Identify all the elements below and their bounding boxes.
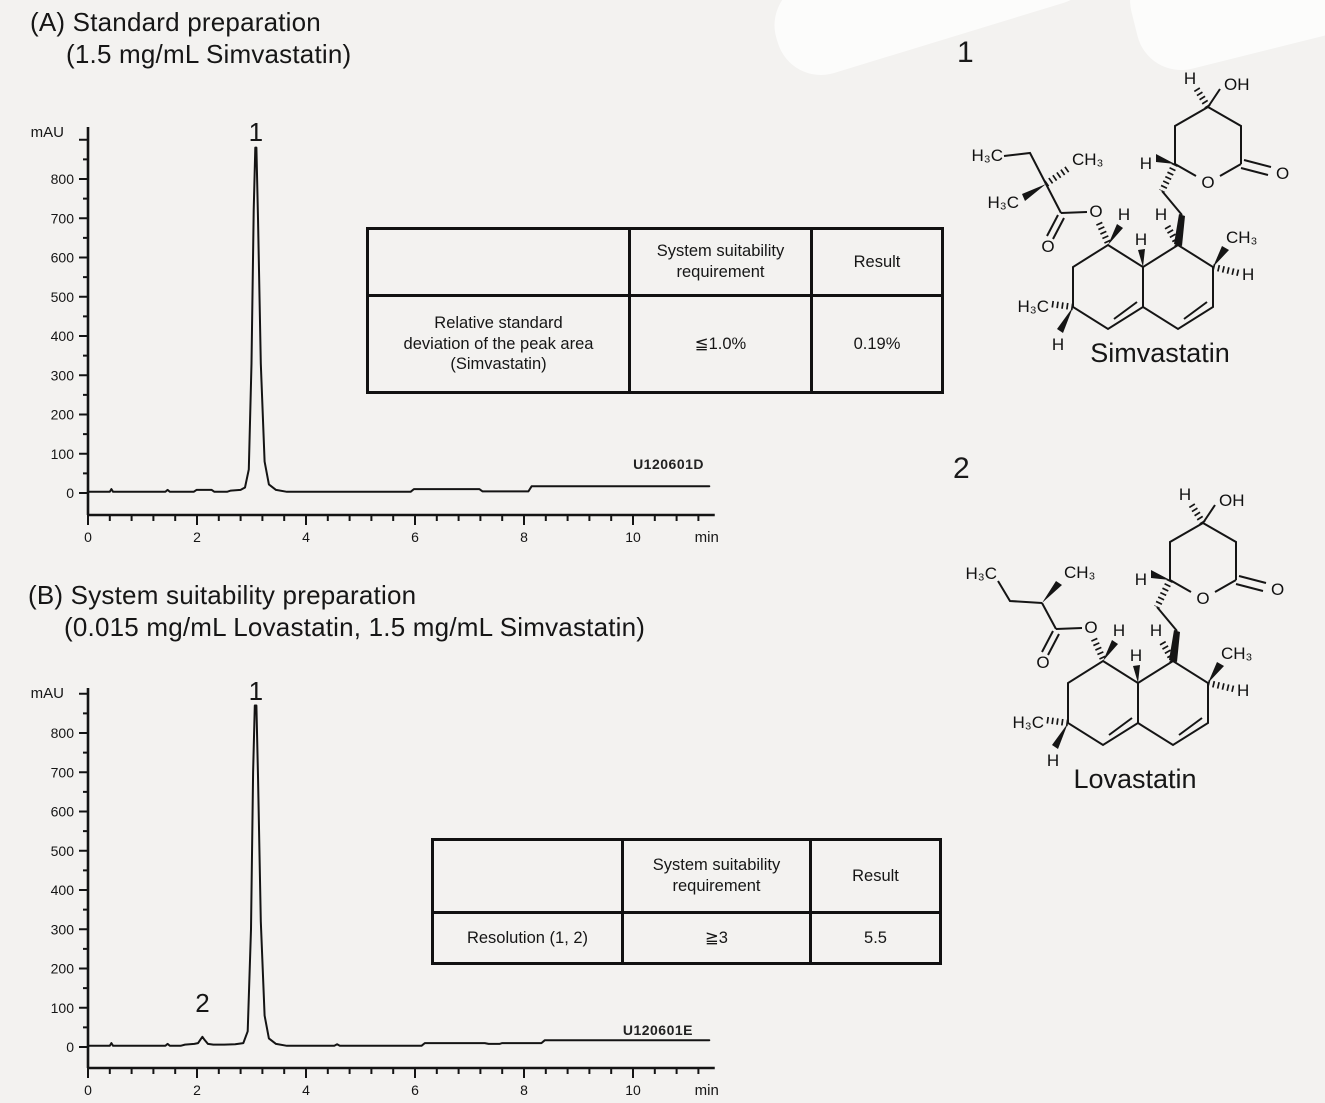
- atom-label-carbonyl-o: O: [1276, 164, 1290, 183]
- atom-label-h: H: [1237, 681, 1250, 700]
- atom-label-h: H: [1183, 69, 1197, 88]
- table-b-row-label: Resolution (1, 2): [433, 913, 623, 964]
- atom-label-h3c: H₃C: [971, 146, 1003, 165]
- table-b-header-requirement: System suitability requirement: [623, 840, 811, 913]
- atom-label-h3c: H₃C: [1017, 297, 1049, 316]
- panel-a-title-line1: (A) Standard preparation: [30, 7, 321, 37]
- simvastatin-caption: Simvastatin: [1090, 338, 1230, 368]
- atom-label-h: H: [1112, 621, 1126, 640]
- x-axis-unit-label: min: [694, 1082, 719, 1099]
- table-a-row-requirement: ≦1.0%: [630, 296, 812, 393]
- atom-label-o: O: [1036, 653, 1050, 672]
- peak-number-label: 1: [248, 117, 264, 147]
- x-tick-label: 8: [520, 1082, 528, 1098]
- atom-label-ch3: CH₃: [1072, 150, 1104, 169]
- lovastatin-structure: [953, 468, 1323, 770]
- y-tick-label: 500: [50, 842, 74, 859]
- y-tick-label: 200: [50, 960, 74, 977]
- table-a-header-blank: [368, 229, 630, 296]
- atom-label-h: H: [1139, 154, 1152, 173]
- x-tick-label: 6: [411, 529, 419, 545]
- peak-number-label: 2: [195, 988, 210, 1018]
- y-tick-label: 100: [50, 999, 74, 1016]
- y-tick-label: 400: [50, 882, 74, 898]
- atom-label-h: H: [1154, 205, 1168, 224]
- y-tick-label: 300: [50, 921, 74, 938]
- atom-label-o: O: [1089, 202, 1103, 221]
- atom-label-h: H: [1117, 205, 1131, 224]
- table-a-data-row: [368, 296, 943, 393]
- structure-2-number: 2: [953, 452, 970, 485]
- table-a-header-row: [368, 229, 943, 296]
- atom-label-ring-o: O: [1196, 589, 1210, 608]
- y-axis-unit-label: mAU: [30, 685, 64, 702]
- x-tick-label: 4: [302, 529, 310, 545]
- atom-label-o: O: [1041, 237, 1055, 256]
- table-a-row-result: 0.19%: [812, 296, 943, 393]
- y-tick-label: 300: [50, 367, 74, 384]
- y-tick-label: 100: [50, 445, 74, 462]
- table-b-data-row: [433, 913, 941, 964]
- x-tick-label: 2: [193, 529, 201, 545]
- sample-id-label: U120601D: [633, 456, 704, 472]
- y-tick-label: 400: [50, 328, 74, 344]
- table-b-header-blank: [433, 840, 623, 913]
- panel-b-title-line1: (B) System suitability preparation: [28, 580, 417, 610]
- y-tick-label: 600: [50, 249, 74, 266]
- x-tick-label: 10: [625, 529, 641, 545]
- y-tick-label: 600: [50, 803, 74, 820]
- atom-label-carbonyl-o: O: [1271, 580, 1285, 599]
- panel-b-title-line2: (0.015 mg/mL Lovastatin, 1.5 mg/mL Simvastatin): [64, 612, 646, 642]
- y-tick-label: 800: [50, 171, 74, 187]
- structure-1-number: 1: [957, 36, 974, 69]
- x-tick-label: 10: [625, 1082, 641, 1098]
- y-tick-label: 0: [66, 1039, 74, 1055]
- atom-label-h3c: H₃C: [987, 193, 1019, 212]
- y-tick-label: 700: [50, 210, 74, 227]
- table-a-header-result: Result: [812, 229, 943, 296]
- atom-label-h: H: [1051, 335, 1065, 354]
- peak-number-label: 1: [248, 676, 264, 706]
- x-tick-label: 6: [411, 1082, 419, 1098]
- atom-label-h: H: [1242, 265, 1255, 284]
- panel-b-title: [28, 579, 645, 643]
- atom-label-h: H: [1134, 230, 1148, 249]
- atom-label-h: H: [1129, 646, 1143, 665]
- system-suitability-table-a: [366, 227, 944, 394]
- x-tick-label: 0: [84, 529, 92, 545]
- y-tick-label: 700: [50, 764, 74, 781]
- atom-label-h: H: [1149, 621, 1163, 640]
- sample-id-label: U120601E: [622, 1022, 693, 1038]
- table-a-header-requirement: System suitability requirement: [630, 229, 812, 296]
- table-b-row-result: 5.5: [811, 913, 941, 964]
- atom-label-oh: OH: [1224, 75, 1250, 94]
- atom-label-ring-o: O: [1201, 173, 1215, 192]
- atom-label-oh: OH: [1219, 491, 1245, 510]
- table-b-row-requirement: ≧3: [623, 913, 811, 964]
- atom-label-h3c: H₃C: [965, 564, 997, 583]
- x-tick-label: 0: [84, 1082, 92, 1098]
- y-axis-unit-label: mAU: [30, 124, 64, 141]
- x-tick-label: 2: [193, 1082, 201, 1098]
- system-suitability-table-b: [431, 838, 942, 965]
- atom-label-h: H: [1178, 485, 1192, 504]
- table-b-header-row: [433, 840, 941, 913]
- lovastatin-caption: Lovastatin: [1073, 764, 1197, 794]
- x-tick-label: 8: [520, 529, 528, 545]
- table-b-header-result: Result: [811, 840, 941, 913]
- x-tick-label: 4: [302, 1082, 310, 1098]
- y-tick-label: 500: [50, 288, 74, 305]
- y-tick-label: 0: [66, 485, 74, 501]
- y-tick-label: 800: [50, 725, 74, 741]
- x-axis-unit-label: min: [694, 529, 719, 546]
- atom-label-o: O: [1084, 618, 1098, 637]
- atom-label-h: H: [1046, 751, 1060, 770]
- panel-a-title: [30, 6, 351, 70]
- atom-label-ch3: CH₃: [1226, 228, 1258, 247]
- simvastatin-structure: [958, 52, 1325, 354]
- atom-label-ch3: CH₃: [1064, 563, 1096, 582]
- table-a-row-label: Relative standard deviation of the peak area (Simvastatin): [368, 296, 630, 393]
- atom-label-ch3: CH₃: [1221, 644, 1253, 663]
- atom-label-h: H: [1134, 570, 1147, 589]
- atom-label-h3c: H₃C: [1012, 713, 1044, 732]
- panel-a-title-line2: (1.5 mg/mL Simvastatin): [66, 39, 352, 69]
- y-tick-label: 200: [50, 406, 74, 423]
